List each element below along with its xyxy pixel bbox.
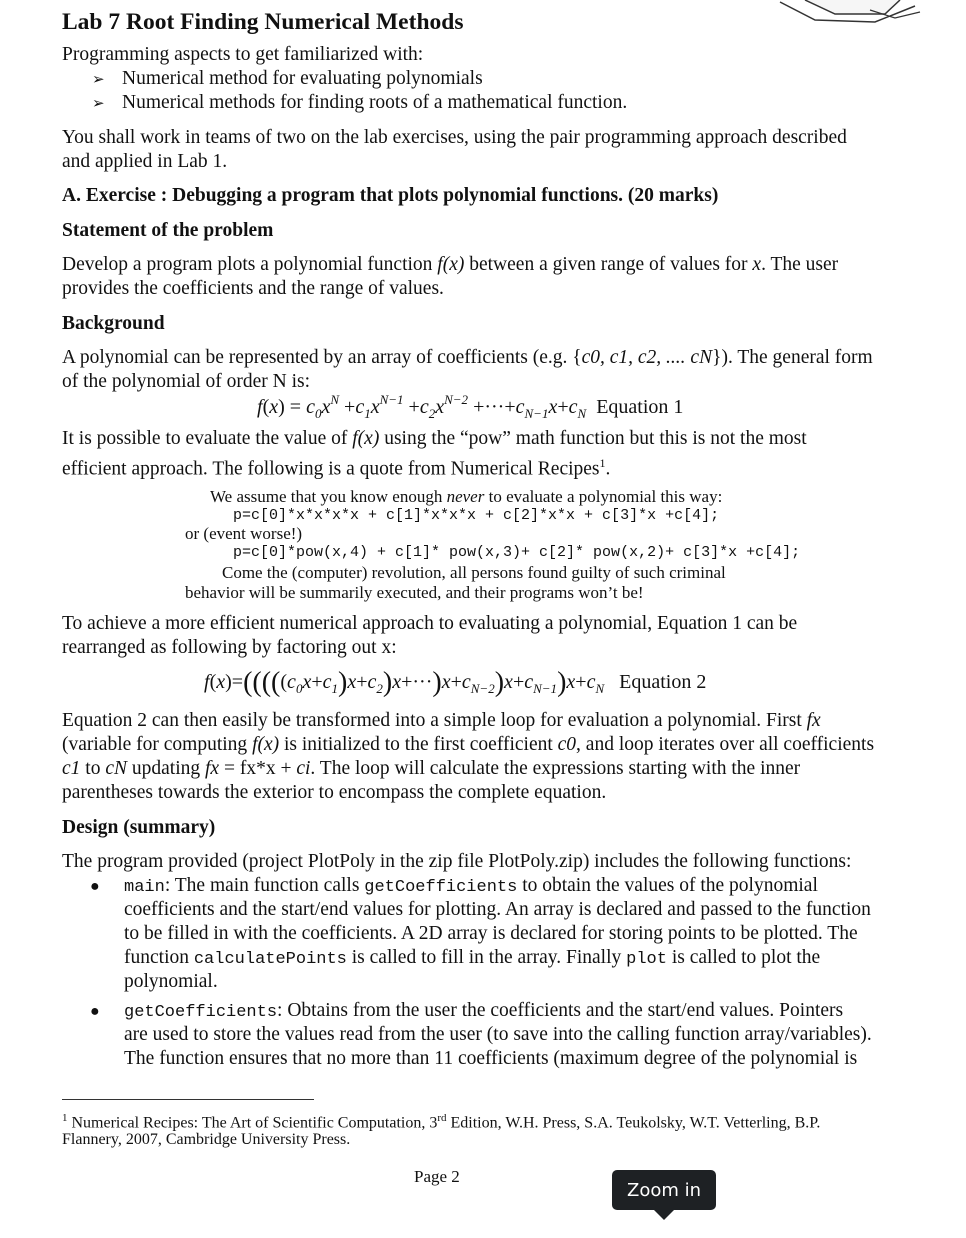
arrow-bullet-icon: ➢: [92, 96, 105, 112]
eq2-text-line-4: parentheses towards the exterior to encompass the complete equation.: [62, 782, 607, 803]
footnote-line-1: $^1$ Numerical Recipes: The Art of Scientific Computation, 3rd Edition, W.H. Press, S.A. Teukolsky, W.T. Vetterling, B.P.: [62, 1112, 821, 1132]
intro-bullet-1: ➢ Numerical method for evaluating polynomials: [92, 67, 483, 92]
background-line-1: A polynomial can be represented by an array of coefficients (e.g. {c0, c1, c2, .... cN}). The general form: [62, 347, 873, 368]
zoom-in-button[interactable]: Zoom in: [612, 1170, 716, 1210]
efficient-line-2: rearranged as following by factoring out x:: [62, 637, 397, 658]
main-line-4: function calculatePoints is called to fill in the array. Finally plot is called to plot the: [124, 947, 821, 969]
arrow-bullet-icon: ➢: [92, 72, 105, 88]
footnote-divider: [62, 1099, 314, 1100]
gc-line-2: are used to store the values read from the user (to save into the calling function array/variables).: [124, 1024, 872, 1045]
quote-line-1: We assume that you know enough never to evaluate a polynomial this way:: [210, 487, 723, 506]
background-line-2: of the polynomial of order N is:: [62, 371, 311, 392]
main-line-2: coefficients and the start/end values for plotting. An array is declared and passed to the function: [124, 899, 871, 920]
quote-line-3: Come the (computer) revolution, all persons found guilty of such criminal: [222, 563, 726, 582]
gc-line-3: The function ensures that no more than 11 coefficients (maximum degree of the polynomial is: [124, 1048, 858, 1069]
statement-heading: Statement of the problem: [62, 220, 274, 241]
teams-line-1: You shall work in teams of two on the lab exercises, using the pair programming approach described: [62, 127, 847, 148]
eq2-text-line-3: c1 to cN updating fx = fx*x + ci. The loop will calculate the expressions starting with the inner: [62, 758, 801, 779]
intro-bullet-2: ➢ Numerical methods for finding roots of a mathematical function.: [92, 91, 627, 116]
main-line-3: to be filled in with the coefficients. A 2D array is declared for storing points to be plotted. The: [124, 923, 858, 944]
eq2-text-line-2: (variable for computing f(x) is initialized to the first coefficient c0, and loop iterates over all coefficients: [62, 734, 875, 755]
footnote-line-2: Flannery, 2007, Cambridge University Press.: [62, 1131, 351, 1148]
quote-line-2: or (event worse!): [185, 524, 303, 543]
equation-1-label: Equation 1: [596, 396, 684, 418]
bullet-dot-icon: ●: [90, 1003, 100, 1020]
page-title: Lab 7 Root Finding Numerical Methods: [62, 9, 464, 35]
equation-1: $f(x) = c_0x^N +c_1x^{N-1} +c_2x^{N-2} +\cdot\cdot\cdot+c_{N-1}x+c_N$ Equation 1: [257, 392, 684, 421]
pow-line-1: It is possible to evaluate the value of f(x) using the “pow” math function but this is not the most: [62, 428, 807, 449]
design-heading: Design (summary): [62, 817, 216, 838]
eq2-text-line-1: Equation 2 can then easily be transformed into a simple loop for evaluation a polynomial. First fx: [62, 710, 821, 731]
gc-line-1: getCoefficients: Obtains from the user the coefficients and the start/end values. Pointers: [124, 1000, 844, 1022]
quote-code-1: p=c[0]*x*x*x*x + c[1]*x*x*x + c[2]*x*x + c[3]*x +c[4];: [233, 507, 720, 524]
equation-2-label: Equation 2: [619, 671, 707, 693]
statement-line-1: Develop a program plots a polynomial function f(x) between a given range of values for x. The user: [62, 254, 839, 275]
exercise-heading: A. Exercise : Debugging a program that plots polynomial functions. (20 marks): [62, 185, 719, 206]
background-heading: Background: [62, 313, 165, 334]
main-line-1: main: The main function calls getCoefficients to obtain the values of the polynomial: [124, 875, 818, 897]
equation-2: $f(x)=(((((c_0x+c_1)x+c_2)x+\cdot\cdot\cdot)x+c_{N-2})x+c_{N-1})x+c_N$ Equation 2: [204, 667, 707, 698]
teams-line-2: and applied in Lab 1.: [62, 151, 228, 172]
statement-line-2: provides the coefficients and the range of values.: [62, 278, 444, 299]
quote-line-4: behavior will be summarily executed, and their programs won’t be!: [185, 583, 644, 602]
corner-illustration-icon: [775, 0, 925, 24]
quote-code-2: p=c[0]*pow(x,4) + c[1]* pow(x,3)+ c[2]* pow(x,2)+ c[3]*x +c[4];: [233, 544, 801, 561]
design-intro: The program provided (project PlotPoly in the zip file PlotPoly.zip) includes the following functions:: [62, 851, 852, 872]
page-number: Page 2: [414, 1167, 460, 1186]
pow-line-2: efficient approach. The following is a quote from Numerical Recipes$^1$.: [62, 456, 611, 480]
bullet-dot-icon: ●: [90, 878, 100, 895]
main-line-5: polynomial.: [124, 971, 218, 992]
intro-heading: Programming aspects to get familiarized with:: [62, 44, 424, 65]
efficient-line-1: To achieve a more efficient numerical approach to evaluating a polynomial, Equation 1 can be: [62, 613, 798, 634]
